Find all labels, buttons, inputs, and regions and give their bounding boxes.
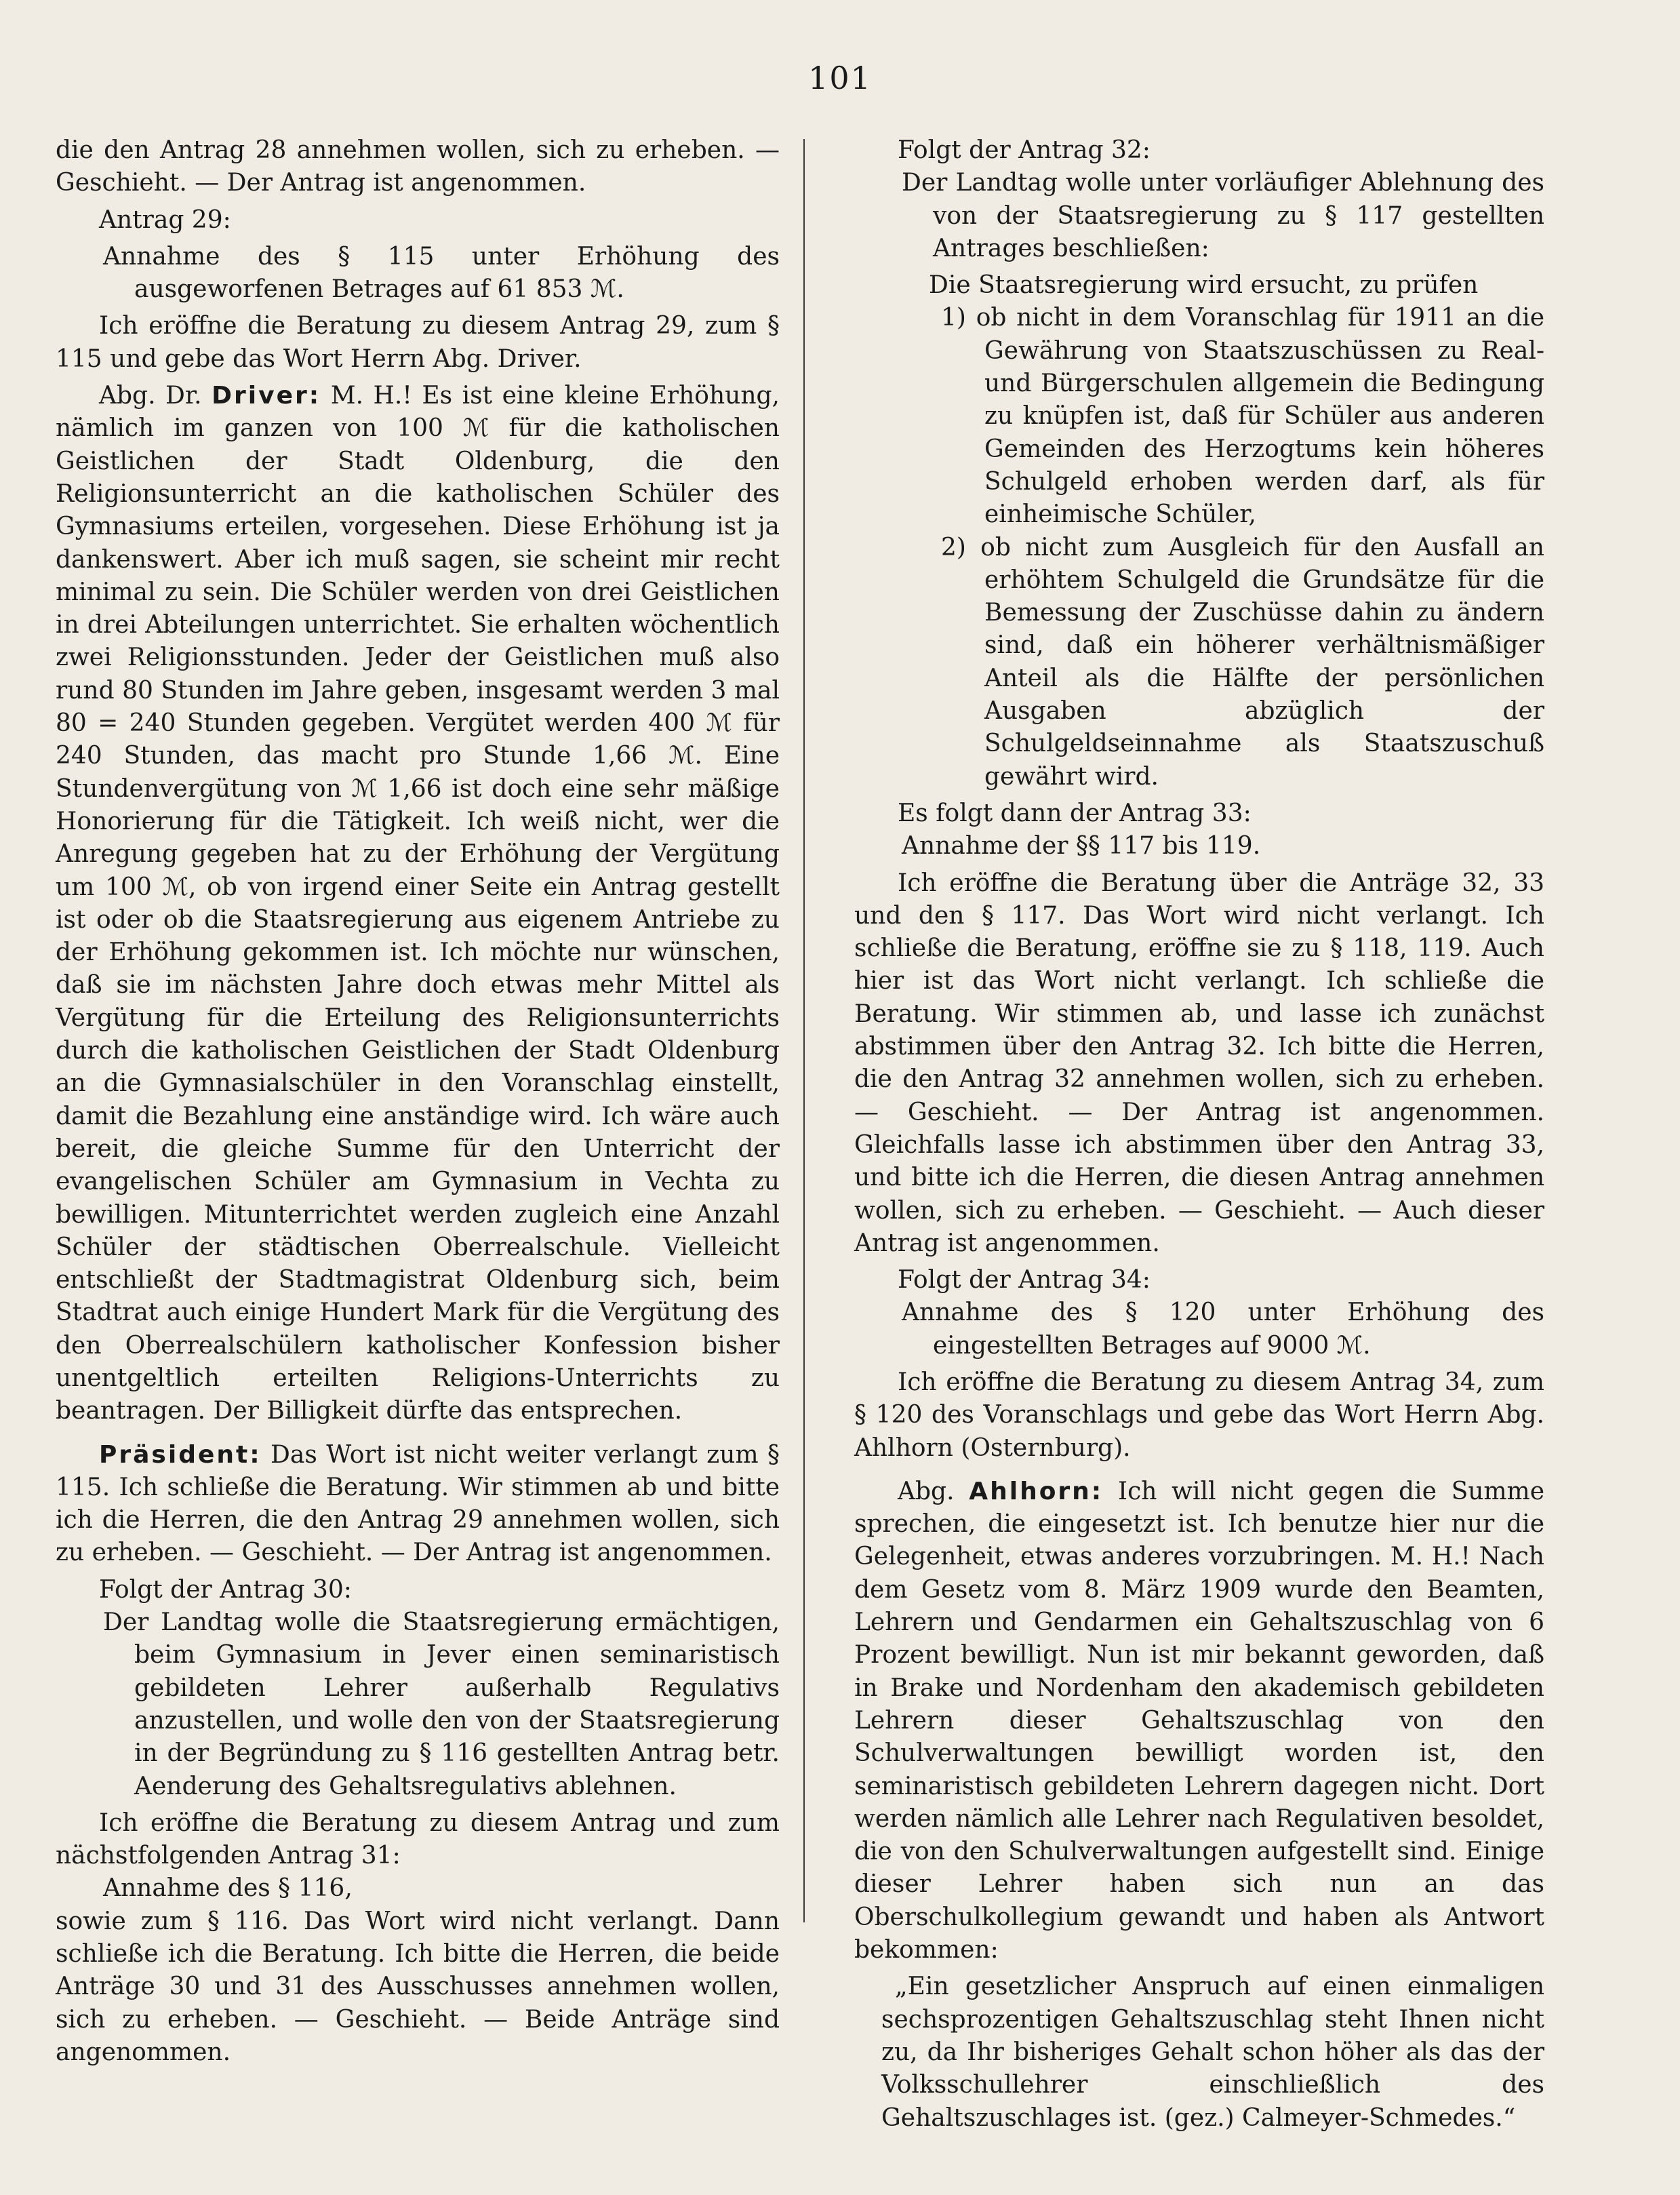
motion-text: Annahme der §§ 117 bis 119. bbox=[902, 832, 1261, 861]
motion-heading: Folgt der Antrag 34: bbox=[898, 1266, 1151, 1294]
speaker-prefix: Abg. bbox=[898, 1477, 955, 1505]
speaker-name: Ahlhorn: bbox=[969, 1477, 1104, 1505]
speaker-prefix: Abg. Dr. bbox=[99, 382, 202, 410]
motion-text: Die Staatsregierung wird ersucht, zu prüfen bbox=[929, 271, 1479, 300]
speech-ahlhorn bbox=[854, 1476, 1544, 1966]
right-column bbox=[854, 134, 1544, 2135]
motion-text: Annahme des § 115 unter Erhöhung des ausgeworfenen Betrages auf 61 853 ℳ. bbox=[103, 242, 780, 304]
motion-text: Annahme des § 120 unter Erhöhung des eingestellten Betrages auf 9000 ℳ. bbox=[902, 1299, 1544, 1360]
motion-text: Der Landtag wolle unter vorläufiger Ablehnung des von der Staatsregierung zu § 117 gestellten Antrages beschließen: bbox=[902, 169, 1544, 262]
page-number: 101 bbox=[808, 60, 872, 96]
motion-heading: Folgt der Antrag 30: bbox=[99, 1575, 352, 1604]
column-divider bbox=[803, 139, 805, 1922]
paragraph: sowie zum § 116. Das Wort wird nicht verlangt. Dann schließe ich die Beratung. Ich bitte die Herren, die beide Anträge 30 und 31 des Ausschusses annehmen wollen, sich zu erheben. — Geschieht. — Beide Anträge sind angenommen. bbox=[56, 1907, 780, 2066]
motion-heading: Es folgt dann der Antrag 33: bbox=[898, 799, 1252, 827]
paragraph: Ich eröffne die Beratung über die Anträge 32, 33 und den § 117. Das Wort wird nicht verlangt. Ich schließe die Beratung, eröffne sie zu § 118, 119. Auch hier ist das Wort nicht verlangt. Ich schließe die Beratung. Wir stimmen ab, und lasse ich zunächst abstimmen über den Antrag 32. Ich bitte die Herren, die den Antrag 32 annehmen wollen, sich zu erheben. — Geschieht. — Der Antrag ist angenommen. Gleichfalls lasse ich abstimmen über den Antrag 33, und bitte ich die Herren, die diesen Antrag annehmen wollen, sich zu erheben. — Geschieht. — Auch dieser Antrag ist angenommen. bbox=[854, 869, 1544, 1257]
speech-driver bbox=[56, 380, 780, 1428]
motion-item: 2) ob nicht zum Ausgleich für den Ausfall an erhöhtem Schulgeld die Grundsätze für die Bemessung der Zuschüsse dahin zu ändern sind, daß ein höherer verhältnismäßiger Anteil als die Hälfte der persönlichen Ausgaben abzüglich der Schulgeldseinnahme als Staatszuschuß gewährt wird. bbox=[941, 533, 1544, 791]
speaker-name: Präsident: bbox=[99, 1440, 262, 1469]
motion-item: 1) ob nicht in dem Voranschlag für 1911 an die Gewährung von Staatszuschüssen zu Real- und Bürgerschulen allgemein die Bedingung zu knüpfen ist, daß für Schüler aus anderen Gemeinden des Herzogtums kein höheres Schulgeld erhoben werden darf, als für einheimische Schüler, bbox=[941, 304, 1544, 529]
quotation: „Ein gesetzlicher Anspruch auf einen einmaligen sechsprozentigen Gehaltszuschlag steht Ihnen nicht zu, da Ihr bisheriges Gehalt schon höher als das der Volksschullehrer einschließlich des Gehaltszuschlages ist. (gez.) Calmeyer-Schmedes.“ bbox=[881, 1973, 1544, 2132]
speaker-name: Driver: bbox=[212, 382, 321, 410]
paragraph: die den Antrag 28 annehmen wollen, sich zu erheben. — Geschieht. — Der Antrag ist angenommen. bbox=[56, 136, 780, 197]
left-column bbox=[56, 134, 780, 2069]
paragraph: Ich eröffne die Beratung zu diesem Antrag und zum nächstfolgenden Antrag 31: bbox=[56, 1808, 780, 1870]
speech-text: M. H.! Es ist eine kleine Erhöhung, nämlich im ganzen von 100 ℳ für die katholischen Geistlichen der Stadt Oldenburg, die den Religionsunterricht an die katholischen Schüler des Gymnasiums erteilen, vorgesehen. Diese Erhöhung ist ja dankenswert. Aber ich muß sagen, sie scheint mir recht minimal zu sein. Die Schüler werden von drei Geistlichen in drei Abteilungen unterrichtet. Sie erhalten wöchentlich zwei Religionsstunden. Jeder der Geistlichen muß also rund 80 Stunden im Jahre geben, insgesamt werden 3 mal 80 = 240 Stunden gegeben. Vergütet werden 400 ℳ für 240 Stunden, das macht pro Stunde 1,66 ℳ. Eine Stundenvergütung von ℳ 1,66 ist doch eine sehr mäßige Honorierung für die Tätigkeit. Ich weiß nicht, wer die Anregung gegeben hat zu der Erhöhung der Vergütung um 100 ℳ, ob von irgend einer Seite ein Antrag gestellt ist oder ob die Staatsregierung aus eigenem Antriebe zu der Erhöhung gekommen ist. Ich möchte nur wünschen, daß sie im nächsten Jahre doch etwas mehr Mittel als Vergütung für die Erteilung des Religionsunterrichts durch die katholischen Geistlichen der Stadt Oldenburg an die Gymnasialschüler in den Voranschlag einstellt, damit die Bezahlung eine anständige wird. Ich wäre auch bereit, die gleiche Summe für den Unterricht der evangelischen Schüler am Gymnasium in Vechta zu bewilligen. Mitunterrichtet werden zugleich eine Anzahl Schüler der städtischen Oberrealschule. Vielleicht entschließt der Stadtmagistrat Oldenburg sich, beim Stadtrat auch einige Hundert Mark für die Vergütung des den Oberrealschülern katholischer Konfession bisher unentgeltlich erteilten Religions-Unterrichts zu beantragen. Der Billigkeit dürfte das entsprechen. bbox=[56, 382, 780, 1425]
motion-text: Der Landtag wolle die Staatsregierung ermächtigen, beim Gymnasium in Jever einen seminaristisch gebildeten Lehrer außerhalb Regulativs anzustellen, und wolle den von der Staatsregierung in der Begründung zu § 116 gestellten Antrag betr. Aenderung des Gehaltsregulativs ablehnen. bbox=[103, 1608, 780, 1800]
paragraph: Ich eröffne die Beratung zu diesem Antrag 29, zum § 115 und gebe das Wort Herrn Abg. Driver. bbox=[56, 312, 780, 373]
speech-president bbox=[56, 1439, 780, 1570]
speech-text: Das Wort ist nicht weiter verlangt zum § 115. Ich schließe die Beratung. Wir stimmen ab und bitte ich die Herren, die den Antrag 29 annehmen wollen, sich zu erheben. — Geschieht. — Der Antrag ist angenommen. bbox=[56, 1440, 780, 1567]
paragraph: Ich eröffne die Beratung zu diesem Antrag 34, zum § 120 des Voranschlags und gebe das Wort Herrn Abg. Ahlhorn (Osternburg). bbox=[854, 1368, 1544, 1462]
motion-heading: Antrag 29: bbox=[99, 205, 231, 234]
motion-heading: Folgt der Antrag 32: bbox=[898, 136, 1151, 164]
speech-text: Ich will nicht gegen die Summe sprechen, die eingesetzt ist. Ich benutze hier nur die Gelegenheit, etwas anderes vorzubringen. M. H.! Nach dem Gesetz vom 8. März 1909 wurde den Beamten, Lehrern und Gendarmen ein Gehaltszuschlag von 6 Prozent bewilligt. Nun ist mir bekannt geworden, daß in Brake und Nordenham den akademisch gebildeten Lehrern dieser Gehaltszuschlag von den Schulverwaltungen bewilligt worden ist, den seminaristisch gebildeten Lehrern dagegen nicht. Dort werden nämlich alle Lehrer nach Regulativen besoldet, die von den Schulverwaltungen aufgestellt sind. Einige dieser Lehrer haben sich nun an das Oberschulkollegium gewandt und haben als Antwort bekommen: bbox=[854, 1477, 1544, 1964]
motion-text: Annahme des § 116, bbox=[103, 1874, 353, 1903]
